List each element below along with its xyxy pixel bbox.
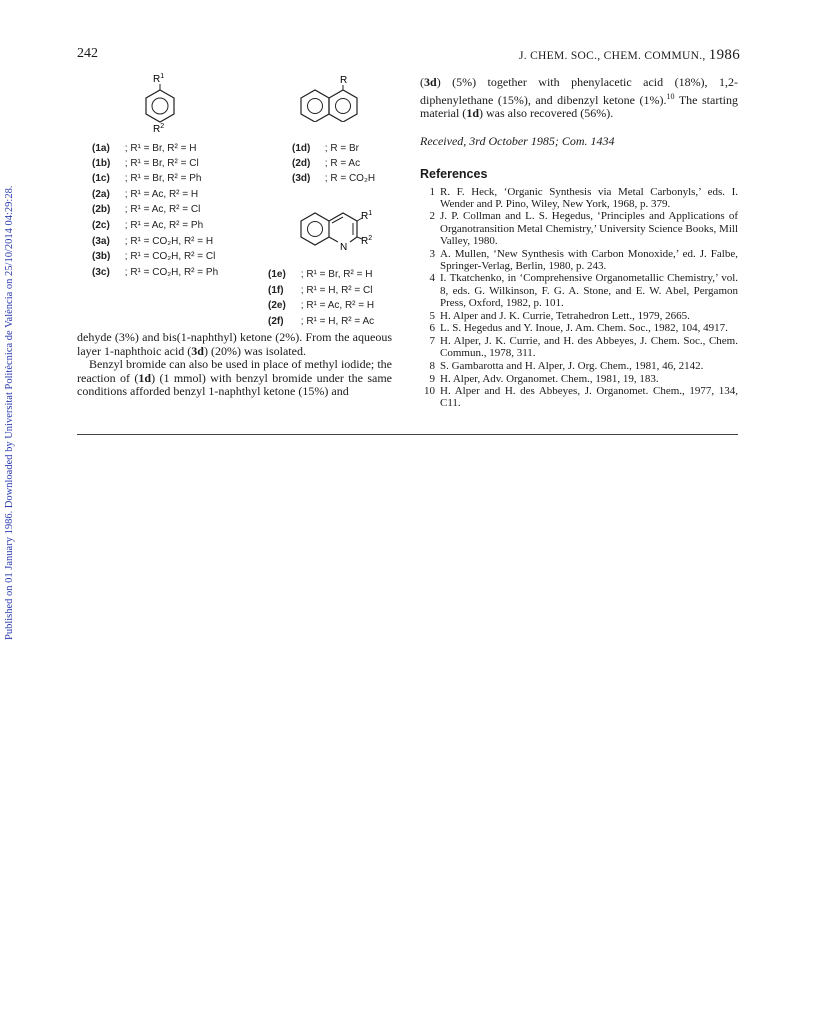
benzene-r1-label: $R^1$ <box>153 73 165 85</box>
benzene-structure <box>140 72 190 134</box>
naphthalene-r-label: R <box>340 75 348 86</box>
compound-label: (2f) ; R¹ = H, R² = Ac <box>268 316 375 327</box>
compound-label: (1f) ; R¹ = H, R² = Cl <box>268 285 373 296</box>
quinoline-n-label: N <box>340 242 348 253</box>
reference-item: 5 H. Alper and J. K. Currie, Tetrahedron Lett., 1979, 2665. <box>429 309 690 322</box>
compound-label: (2e) ; R¹ = Ac, R² = H <box>268 300 375 311</box>
reference-list <box>420 186 738 410</box>
left-column-text <box>77 331 392 399</box>
references-heading: References <box>420 167 488 181</box>
quinoline-structure <box>296 206 386 254</box>
reference-item: 9 H. Alper, Adv. Organomet. Chem., 1981, 19, 183. <box>429 372 659 385</box>
paragraph: (3d) (5%) together with phenylacetic acid (18%), 1,2-diphenylethane (15%), and dibenzyl ketone (1%).$^{10}$ The starting material (1d) was also recovered (56%). <box>420 75 739 120</box>
reference-item: 10 H. Alper and H. des Abbeyes, J. Organomet. Chem., 1977, 134, C11. <box>424 385 738 410</box>
journal-header <box>519 47 740 64</box>
right-column <box>420 76 738 410</box>
paragraph: dehyde (3%) and bis(1-naphthyl) ketone (2%). From the aqueous layer 1-naphthoic acid (3d) (20%) was isolated. <box>77 330 392 358</box>
compound-label: (1a) ; R¹ = Br, R² = H <box>92 143 197 154</box>
naphthalene-structure <box>296 72 366 122</box>
journal-year: 1986 <box>708 47 740 63</box>
reference-item: 1 R. F. Heck, ‘Organic Synthesis via Metal Carbonyls,’ eds. I. Wender and P. Pino, Wiley, New York, 1968, p. 379. <box>429 185 738 210</box>
page-number: 242 <box>77 46 98 61</box>
compound-label: (1b) ; R¹ = Br, R² = Cl <box>92 158 199 169</box>
reference-item: 4 I. Tkatchenko, in ‘Comprehensive Organometallic Chemistry,’ vol. 8, eds. G. Wilkinson, F. G. A. Stone, and E. W. Abel, Pergamon Press, Oxford, 1982, p. 101. <box>429 272 738 309</box>
compound-label: (1d) ; R = Br <box>292 143 359 154</box>
compound-label: (1e) ; R¹ = Br, R² = H <box>268 269 373 280</box>
compound-label: (3d) ; R = CO₂H <box>292 173 376 184</box>
reference-item: 2 J. P. Collman and L. S. Hegedus, ‘Principles and Applications of Organotransition Metal Chemistry,’ University Science Books, Mill Valley, 1980. <box>429 210 738 247</box>
compound-label: (1c) ; R¹ = Br, R² = Ph <box>92 173 202 184</box>
compound-label: (2d) ; R = Ac <box>292 158 361 169</box>
compound-label: (2b) ; R¹ = Ac, R² = Cl <box>92 204 201 215</box>
benzene-r2-label: $R^2$ <box>153 123 165 134</box>
reference-item: 3 A. Mullen, ‘New Synthesis with Carbon Monoxide,’ ed. J. Falbe, Springer-Verlag, Berlin, 1980, p. 243. <box>429 247 738 272</box>
compound-label: (3b) ; R¹ = CO₂H, R² = Cl <box>92 251 216 262</box>
footer-rule <box>77 434 738 435</box>
received-line: Received, 3rd October 1985; Com. 1434 <box>420 133 615 148</box>
compound-label: (2c) ; R¹ = Ac, R² = Ph <box>92 220 204 231</box>
quinoline-r1-label: $R^1$ <box>361 210 373 222</box>
reference-item: 7 H. Alper, J. K. Currie, and H. des Abbeyes, J. Chem. Soc., Chem. Commun., 1978, 311. <box>429 334 738 360</box>
compound-label: (3a) ; R¹ = CO₂H, R² = H <box>92 236 214 247</box>
reference-item: 6 L. S. Hegedus and Y. Inoue, J. Am. Chem. Soc., 1982, 104, 4917. <box>429 322 728 335</box>
download-watermark: Published on 01 January 1986. Downloaded by Universitat Politècnica de València on 25/10/2014 04:29:28. <box>4 185 15 640</box>
compound-label: (2a) ; R¹ = Ac, R² = H <box>92 189 199 200</box>
reference-item: 8 S. Gambarotta and H. Alper, J. Org. Chem., 1981, 46, 2142. <box>429 359 704 372</box>
quinoline-r2-label: $R^2$ <box>361 235 373 247</box>
compound-label: (3c) ; R¹ = CO₂H, R² = Ph <box>92 267 219 278</box>
paragraph: Benzyl bromide can also be used in place of methyl iodide; the reaction of (1d) (1 mmol) with benzyl bromide under the same conditions afforded benzyl 1-naphthyl ketone (15%) and <box>77 357 392 399</box>
journal-title: J. CHEM. SOC., CHEM. COMMUN., <box>518 50 706 62</box>
